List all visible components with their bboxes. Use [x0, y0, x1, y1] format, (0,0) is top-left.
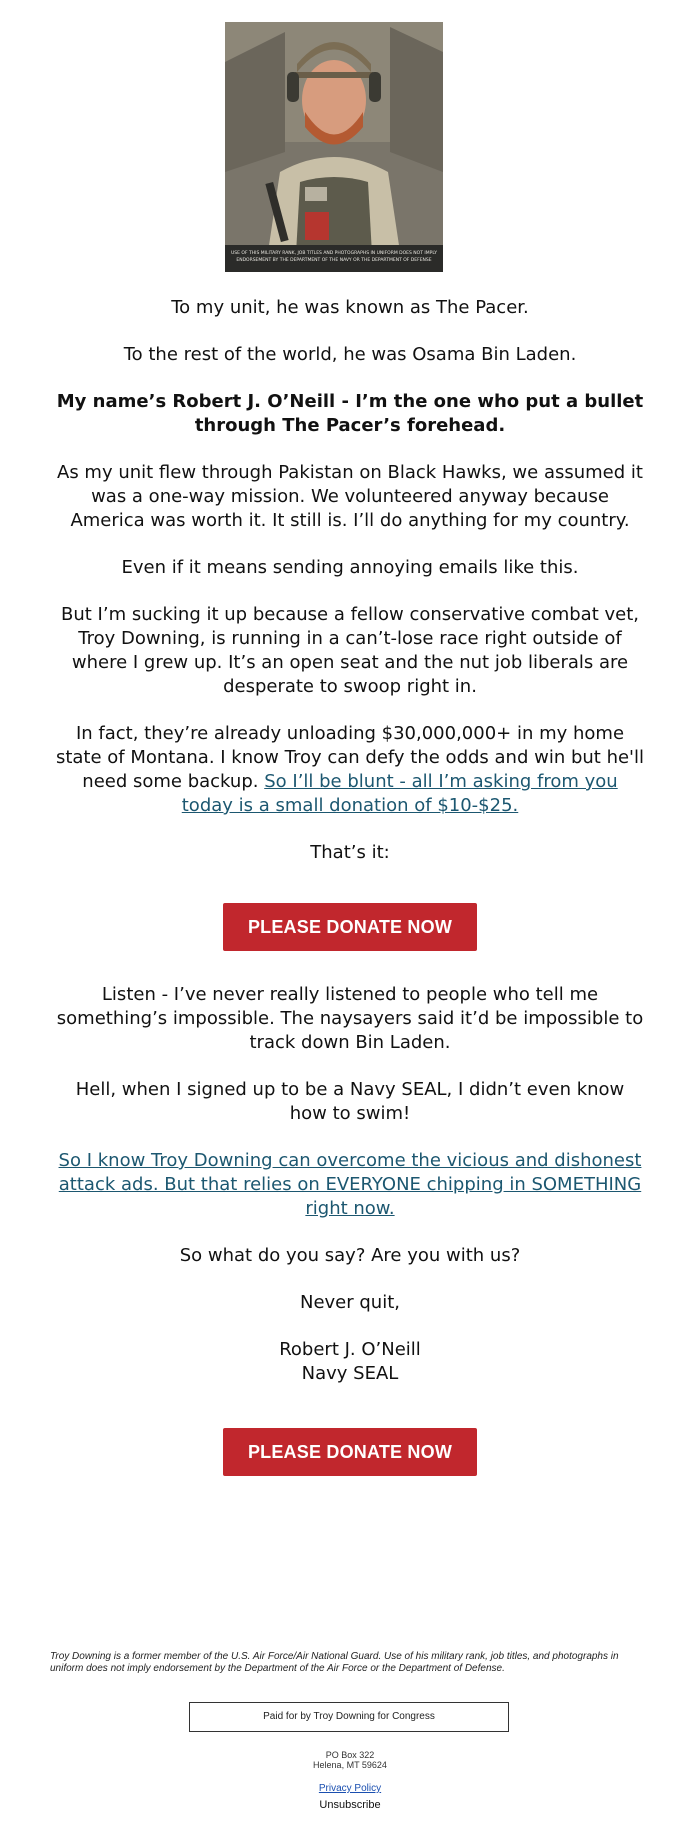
paragraph-troy-downing: But I’m sucking it up because a fellow conservative combat vet, Troy Downing, is running in a can’t-lose race right outside of where I grew up. It’s an open seat and the nut job liberals are desperate to swoop right in.	[61, 604, 639, 697]
photo-caption-line1: USE OF THIS MILITARY RANK, JOB TITLES AND PHOTOGRAPHS IN UNIFORM DOES NOT IMPLY	[231, 251, 437, 256]
paragraph-impossible: Listen - I’ve never really listened to people who tell me something’s impossible. The naysayers said it’d be impossible to track down Bin Laden.	[56, 984, 644, 1053]
donate-button-bottom[interactable]: PLEASE DONATE NOW	[223, 1428, 477, 1476]
paragraph-intro-bold: My name’s Robert J. O’Neill - I’m the one who put a bullet through The Pacer’s forehead.	[56, 391, 644, 436]
paragraph-bin-laden: To the rest of the world, he was Osama Bin Laden.	[123, 344, 577, 365]
paragraph-montana	[55, 722, 645, 818]
photo-caption-line2: ENDORSEMENT BY THE DEPARTMENT OF THE NAVY OR THE DEPARTMENT OF DEFENSE	[236, 258, 432, 263]
paragraph-pacer: To my unit, he was known as The Pacer.	[171, 297, 529, 318]
paragraph-everyone-link-wrap	[55, 1149, 645, 1221]
unsubscribe-link[interactable]: Unsubscribe	[319, 1799, 381, 1811]
paragraph-montana-text: In fact, they’re already unloading $30,000,000+ in my home state of Montana. I know Troy can defy the odds and win but he'll need some backup.	[55, 723, 645, 792]
paragraph-black-hawks: As my unit flew through Pakistan on Black Hawks, we assumed it was a one-way mission. We volunteered anyway because America was worth it. It still is. I’ll do anything for my country.	[57, 462, 643, 531]
footer-disclaimer: Troy Downing is a former member of the U.S. Air Force/Air National Guard. Use of his military rank, job titles, and photographs in uniform does not imply endorsement by the Department of the Air Force or the Department of Defense.	[50, 1651, 619, 1674]
privacy-policy-wrap	[200, 1783, 500, 1794]
signature-name: Robert J. O’Neill	[279, 1339, 421, 1360]
address-line1: PO Box 322	[325, 1750, 375, 1760]
chip-in-link[interactable]: So I know Troy Downing can overcome the vicious and dishonest attack ads. But that relies on EVERYONE chipping in SOMETHING right now.	[58, 1150, 642, 1219]
paid-for-box: Paid for by Troy Downing for Congress	[189, 1702, 509, 1732]
hero-photo	[225, 22, 443, 272]
donation-ask-link[interactable]: So I’ll be blunt - all I’m asking from you today is a small donation of $10-$25.	[181, 771, 618, 816]
privacy-policy-link[interactable]: Privacy Policy	[318, 1783, 382, 1794]
signature-title: Navy SEAL	[301, 1363, 399, 1384]
donate-button-top[interactable]: PLEASE DONATE NOW	[223, 903, 477, 951]
sign-off: Never quit,	[299, 1292, 400, 1313]
paragraph-thats-it: That’s it:	[310, 842, 390, 863]
paragraph-annoying-emails: Even if it means sending annoying emails like this.	[121, 557, 579, 578]
paragraph-navy-seal-swim: Hell, when I signed up to be a Navy SEAL, I didn’t even know how to swim!	[75, 1079, 625, 1124]
paragraph-are-you-with-us: So what do you say? Are you with us?	[179, 1245, 521, 1266]
address-line2: Helena, MT 59624	[313, 1760, 387, 1770]
soldier-portrait-image	[225, 22, 443, 272]
